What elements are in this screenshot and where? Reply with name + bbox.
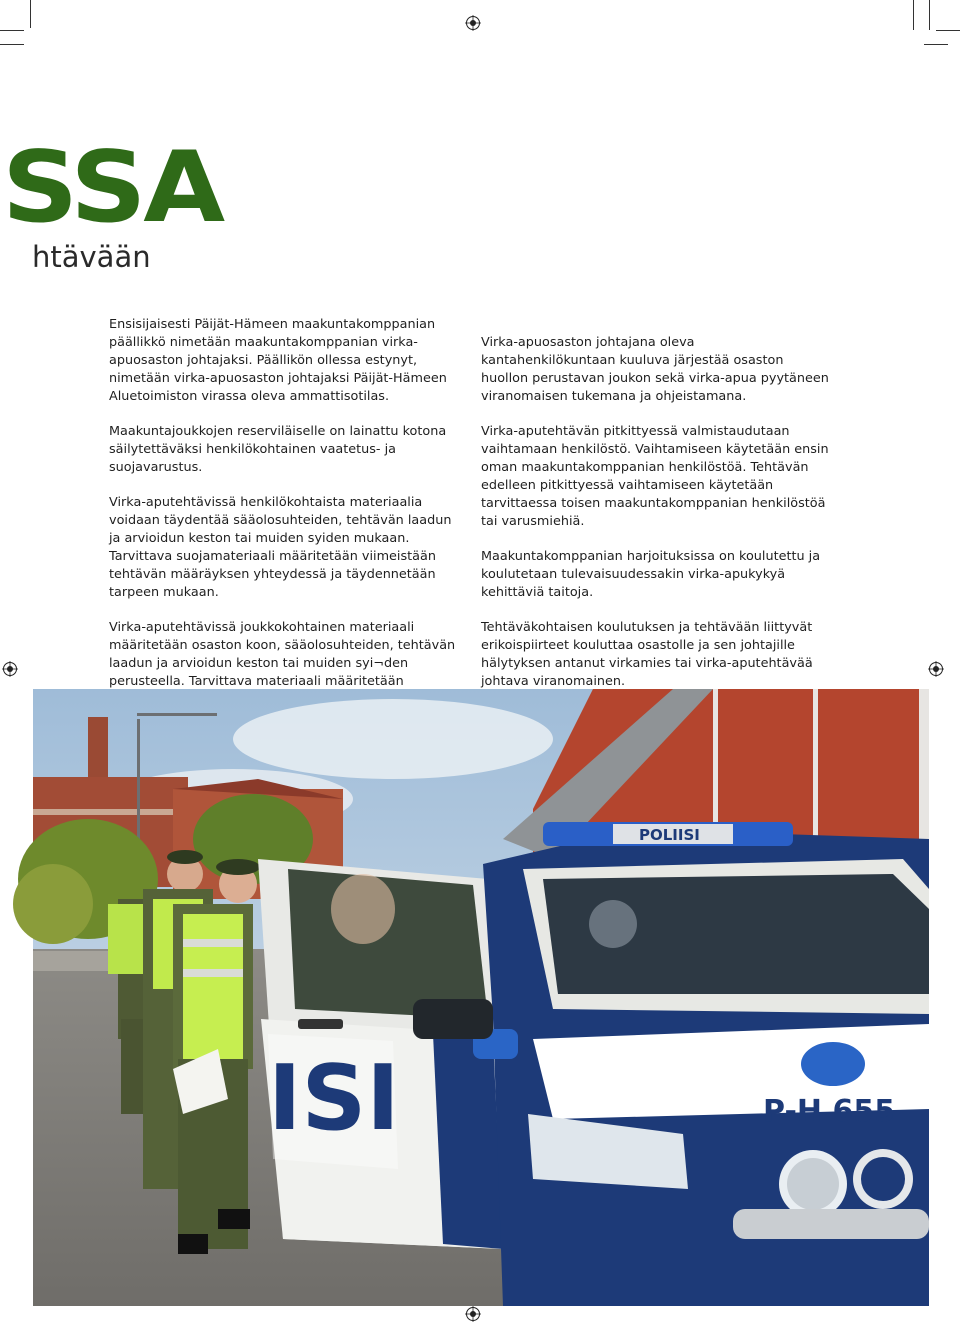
crop-mark-top-left-h <box>0 30 24 31</box>
left-text-column <box>109 316 464 744</box>
roof-sign: POLIISI <box>639 826 700 844</box>
crop-mark-top-right-v2 <box>929 0 930 30</box>
registration-mark-top-icon <box>465 15 481 31</box>
right-paragraph-1: Virka-apuosaston johtajana oleva kantahenkilökuntaan kuuluva järjestää osaston huollon perustavan joukon sekä virka-apua pyytäneen viranomaisen tukemana ja ohjeistamana. <box>481 335 829 404</box>
crop-mark-top-right-h2 <box>924 44 948 45</box>
door-lettering: ISI <box>268 1046 400 1151</box>
right-text-column <box>481 334 833 743</box>
crop-mark-top-right-v <box>913 0 914 30</box>
page-subheading: htävään <box>32 240 151 274</box>
right-paragraph-3: Maakuntakomppanian harjoituksissa on koulutettu ja koulutetaan tulevaisuudessakin virka-apukykyä kehittäviä taitoja. <box>481 549 821 600</box>
right-paragraph-2: Virka-aputehtävän pitkittyessä valmistaudutaan vaihtamaan henkilöstö. Vaihtamiseen käytetään ensin oman maakuntakomppanian henkilöstöä. Tehtävän edelleen pitkittyessä vaihtamiseen käytetään tarvittaessa toisen maakuntakomppanian henkilöstöä tai varusmiehiä. <box>481 424 829 529</box>
left-paragraph-4: Virka-aputehtävissä joukkokohtainen materiaali määritetään osaston koon, sääolosuhteiden, tehtävän laadun ja arvioidun keston tai muiden syi¬den perusteella. Tarvittava materiaali määritetään <box>109 620 456 689</box>
crop-mark-top-left-h2 <box>0 44 24 45</box>
left-paragraph-2: Maakuntajoukkojen reserviläiselle on lainattu kotona säilytettäväksi henkilökohtainen vaatetus- ja suojavarustus. <box>109 424 447 475</box>
photo-illustration <box>33 689 929 1306</box>
license-plate: P-H 655 <box>763 1094 896 1129</box>
registration-mark-right-icon <box>928 661 944 677</box>
left-paragraph-1: Ensisijaisesti Päijät-Hämeen maakuntakomppanian päällikkö nimetään maakuntakomppanian virka-apuosaston johtajaksi. Päällikön ollessa estynyt, nimetään virka-apuosaston johtajaksi Päijät-Hämeen Aluetoimiston virassa oleva ammattisotilas. <box>109 317 447 404</box>
right-paragraph-4: Tehtäväkohtaisen koulutuksen ja tehtävään liittyvät erikoispiirteet kouluttaa osastolle ja sen johtajille hälytyksen antanut virkamies tai virka-aputehtävää johtava viranomainen. <box>481 620 813 689</box>
crop-mark-top-left-v <box>30 0 31 28</box>
headline-text: SSA <box>2 131 222 245</box>
crop-mark-top-right-h <box>936 30 960 31</box>
page-headline <box>2 131 332 245</box>
article-photo <box>33 689 929 1306</box>
left-paragraph-3: Virka-aputehtävissä henkilökohtaista materiaalia voidaan täydentää sääolosuhteiden, tehtävän laadun ja arvioidun keston tai muiden syiden mukaan. Tarvittava suojamateriaali määritetään viimeistään tehtävän määräyksen yhteydessä ja täydennetään tarpeen mukaan. <box>109 495 452 600</box>
registration-mark-left-icon <box>2 661 18 677</box>
registration-mark-bottom-icon <box>465 1306 481 1322</box>
